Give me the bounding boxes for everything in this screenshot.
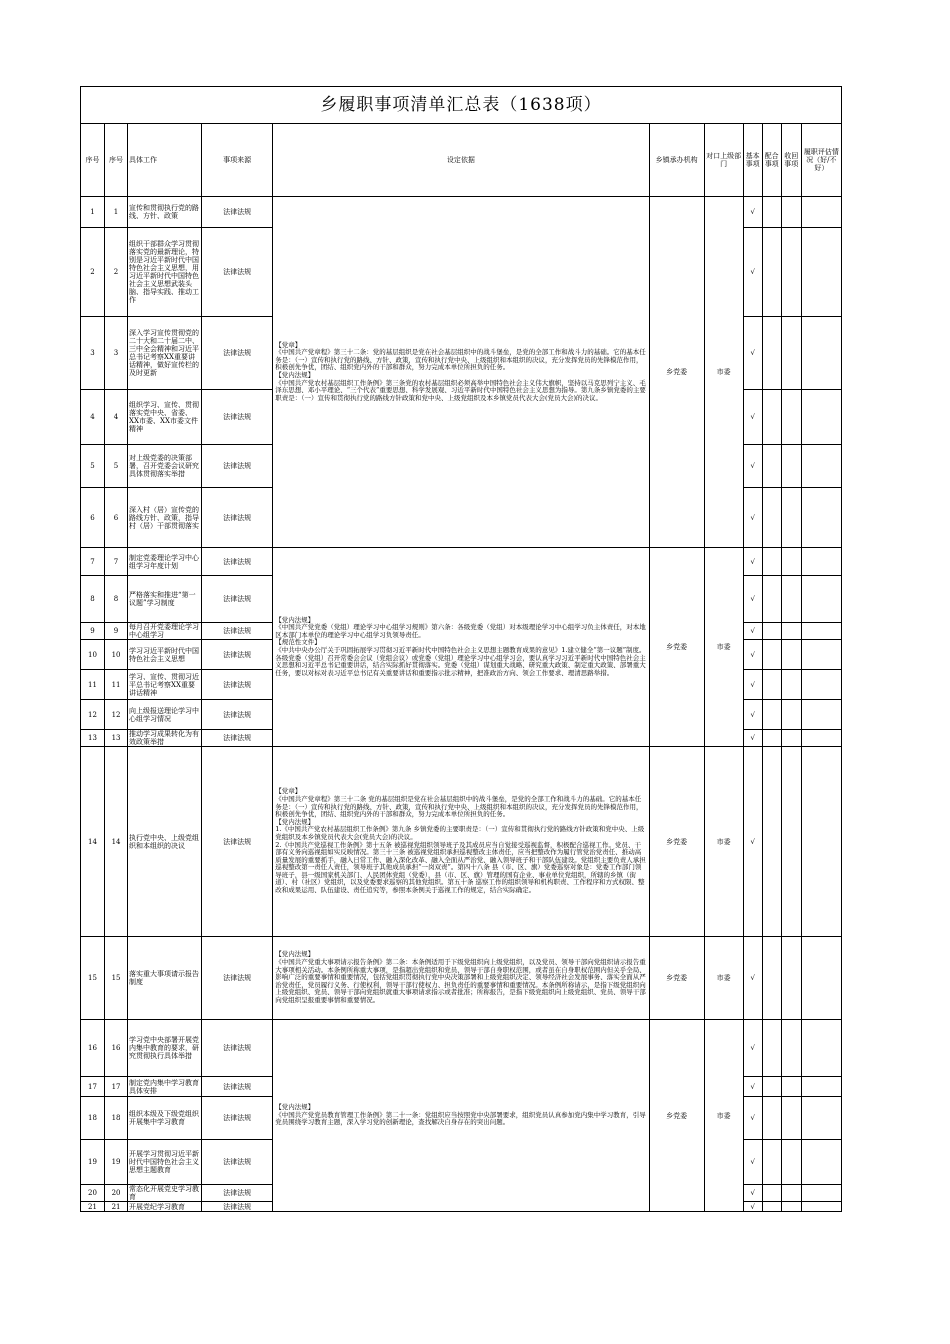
coop-matter-cell [762,1097,781,1140]
table-row [81,1020,842,1077]
basic-matter-check: √ [743,730,762,747]
row-source: 法律法规 [202,1097,273,1140]
row-work: 学习党中央部署开展党内集中教育的要求，研究贯彻执行具体举措 [128,1020,202,1077]
row-seq1: 16 [81,1020,105,1077]
header-seq2: 序号 [105,124,128,197]
evaluation-cell [801,228,841,317]
row-work: 开展党纪学习教育 [128,1202,202,1212]
row-source: 法律法规 [202,700,273,730]
table-row [81,548,842,576]
legal-basis-paragraph: 《中国共产党重大事项请示报告条例》第二条：本条例适用于下级党组织向上级党组织，以及党员、领导干部向党组织请示报告重大事项相关活动。本条例所称重大事项，是指超出党组织和党员、领导干部自身职权范围，或者虽在自身职权范围内但关乎全局、影响广泛的重要事情和重要情况，包括党组织贯彻执行党中央决策部署和上级党组织决定、领导经济社会发展事务、落实全面从严治党责任，党员履行义务、行使权利，领导干部行使权力、担负责任的重要事情和重要情况。本条例所称请示，是指下级党组织向上级党组织、党员、领导干部向党组织就重大事项请求指示或者批准；所称报告，是指下级党组织向上级党组织、党员、领导干部向党组织呈报重要事情和重要情况。 [275,958,646,1004]
header-basis: 设定依据 [273,124,649,197]
legal-basis-paragraph: 1.《中国共产党农村基层组织工作条例》第九条 乡镇党委的主要职责是：（一）宣传和贯彻执行党的路线方针政策和党中央、上级党组织及本乡镇党员代表大会(党员大会)的决议。 [275,825,645,841]
basic-matter-check: √ [743,197,762,228]
row-work: 制定党内集中学习教育具体安排 [128,1077,202,1097]
header-dept: 对口上级部门 [704,124,743,197]
evaluation-cell [801,576,841,623]
legal-basis-paragraph: 【党内法规】 [275,371,315,379]
evaluation-cell [801,747,841,937]
row-source: 法律法规 [202,1020,273,1077]
row-seq1: 19 [81,1140,105,1185]
row-seq2: 6 [105,488,128,548]
row-seq1: 10 [81,640,105,670]
row-seq2: 3 [105,317,128,390]
row-source: 法律法规 [202,730,273,747]
legal-basis-paragraph: 《中国共产党党员教育管理工作条例》第二十一条：党组织应当按照党中央部署要求，组织党员认真参加党内集中学习教育，引导党员围绕学习教育主题，深入学习党的创新理论，查找解决自身存在的突出问题。 [275,1110,646,1127]
row-work: 向上级报送理论学习中心组学习情况 [128,700,202,730]
evaluation-cell [801,1140,841,1185]
header-basic: 基本事项 [743,124,762,197]
legal-basis-paragraph: 【党内法规】 [275,1103,315,1112]
row-work: 每月召开党委理论学习中心组学习 [128,623,202,640]
legal-basis-paragraph: 2.《中国共产党巡视工作条例》第十五条 被巡视党组织领导班子及其成员应当自觉接受巡视监督，积极配合巡视工作。党员、干部有义务向巡视组如实反映情况。第三十三条 被巡视党组织承担巡视整改主体责任，应当把整改作为履行管党治党责任、推动高质量发展的重要抓手，融入日常工作、融入深化改革、融入全面从严治党、融入领导班子和干部队伍建设。党组织主要负责人承担巡视整改第一责任人责任，领导班子其他成员承担“一岗双责”。第四十八条 县（市、区、旗）党委巡察对象是：党委工作部门领导班子，县一级国家机关部门、人民团体党组（党委），县（市、区、旗）管理的国有企业、事业单位党组织，所辖的乡镇（街道）、村（社区）党组织，以及党委要求巡察的其他党组织。第五十条 巡察工作的组织领导和机构职责、工作程序和方式权限、整改和成果运用、队伍建设、责任追究等，参照本条例关于巡视工作的规定，结合实际确定。 [275,840,646,895]
recall-matter-cell [781,700,801,730]
row-source: 法律法规 [202,670,273,700]
legal-basis-paragraph: 《中国共产党章程》第三十二条 党的基层组织是党在社会基层组织中的战斗堡垒，是党的全部工作和战斗力的基础。它的基本任务是：（一）宣传和执行党的路线、方针、政策，宣传和执行党中央、上级组织和本组织的决议，充分发挥党员的先锋模范作用，积极创先争优，团结、组织党内外的干部和群众，努力完成本单位所担负的任务。 [275,794,643,819]
header-recall: 收回事项 [781,124,801,197]
basic-matter-check: √ [743,937,762,1020]
row-work: 推动学习成果转化为有效政策举措 [128,730,202,747]
row-source: 法律法规 [202,747,273,937]
legal-basis-paragraph: 《中国共产党章程》第三十二条：党的基层组织是党在社会基层组织中的战斗堡垒，是党的全部工作和战斗力的基础。它的基本任务是：（一）宣传和执行党的路线、方针、政策，宣传和执行党中央、上级组织和本组织的决议，充分发挥党员的先锋模范作用，积极创先争优，团结、组织党内外的干部和群众，努力完成本单位所担负的任务。 [275,348,646,372]
header-coop: 配合事项 [762,124,781,197]
row-seq1: 7 [81,548,105,576]
row-source: 法律法规 [202,576,273,623]
row-seq1: 12 [81,700,105,730]
row-seq2: 7 [105,548,128,576]
coop-matter-cell [762,1077,781,1097]
row-work: 严格落实和推进“第一议题”学习制度 [128,576,202,623]
coop-matter-cell [762,228,781,317]
basic-matter-check: √ [743,1140,762,1185]
row-work: 深入学习宣传贯彻党的二十大和二十届二中、三中全会精神和习近平总书记考察XX重要讲话精神，做好宣传栏的及时更新 [128,317,202,390]
coop-matter-cell [762,730,781,747]
evaluation-cell [801,1202,841,1212]
row-source: 法律法规 [202,445,273,488]
row-seq1: 17 [81,1077,105,1097]
row-seq1: 3 [81,317,105,390]
row-source: 法律法规 [202,228,273,317]
row-seq1: 21 [81,1202,105,1212]
row-source: 法律法规 [202,1202,273,1212]
evaluation-cell [801,730,841,747]
row-seq2: 17 [105,1077,128,1097]
evaluation-cell [801,488,841,548]
row-work: 落实重大事项请示报告制度 [128,937,202,1020]
row-work: 组织本级及下级党组织开展集中学习教育 [128,1097,202,1140]
row-seq1: 5 [81,445,105,488]
recall-matter-cell [781,937,801,1020]
basic-matter-check: √ [743,488,762,548]
row-seq2: 2 [105,228,128,317]
legal-basis-cell [273,747,649,937]
undertaking-org-cell: 乡党委 [649,197,704,548]
basic-matter-check: √ [743,623,762,640]
row-work: 对上级党委的决策部署，召开党委会议研究具体贯彻落实举措 [128,445,202,488]
basic-matter-check: √ [743,445,762,488]
recall-matter-cell [781,1020,801,1077]
recall-matter-cell [781,747,801,937]
table-row [81,937,842,1020]
row-seq2: 12 [105,700,128,730]
row-seq2: 9 [105,623,128,640]
row-seq1: 6 [81,488,105,548]
page-title: 乡履职事项清单汇总表（1638项） [81,87,842,124]
row-work: 组织干部群众学习贯彻落实党的最新理论，特别是习近平新时代中国特色社会主义思想，用习近平新时代中国特色社会主义思想武装头脑、指导实践、推动工作 [128,228,202,317]
undertaking-org-cell: 乡党委 [649,937,704,1020]
recall-matter-cell [781,228,801,317]
basic-matter-check: √ [743,670,762,700]
row-work: 制定党委理论学习中心组学习年度计划 [128,548,202,576]
superior-dept-cell: 市委 [704,937,743,1020]
legal-basis-paragraph: 【党内法规】 [275,950,315,959]
coop-matter-cell [762,747,781,937]
recall-matter-cell [781,670,801,700]
recall-matter-cell [781,548,801,576]
legal-basis-paragraph: 《中国共产党农村基层组织工作条例》第三条党的农村基层组织必须高举中国特色社会主义伟大旗帜，坚持以马克思列宁主义、毛泽东思想、邓小平理论、“三个代表”重要思想、科学发展观、习近平新时代中国特色社会主义思想为指导。第九条乡镇党委的主要职责是：（一）宣传和贯彻执行党的路线方针政策和党中央、上级党组织及本乡镇党员代表大会(党员大会)的决议。 [275,378,646,402]
evaluation-cell [801,317,841,390]
basic-matter-check: √ [743,1097,762,1140]
row-source: 法律法规 [202,640,273,670]
evaluation-cell [801,1020,841,1077]
basic-matter-check: √ [743,640,762,670]
coop-matter-cell [762,670,781,700]
coop-matter-cell [762,1185,781,1202]
legal-basis-cell [273,937,649,1020]
row-work: 组织学习、宣传、贯彻落实党中央、省委、XX市委、XX市委文件精神 [128,390,202,445]
recall-matter-cell [781,1077,801,1097]
row-work: 执行党中央、上级党组织和本组织的决议 [128,747,202,937]
coop-matter-cell [762,640,781,670]
row-seq2: 19 [105,1140,128,1185]
coop-matter-cell [762,700,781,730]
basic-matter-check: √ [743,700,762,730]
recall-matter-cell [781,1185,801,1202]
row-seq1: 15 [81,937,105,1020]
basic-matter-check: √ [743,747,762,937]
row-seq2: 15 [105,937,128,1020]
row-seq1: 20 [81,1185,105,1202]
coop-matter-cell [762,548,781,576]
recall-matter-cell [781,623,801,640]
row-seq1: 11 [81,670,105,700]
row-seq1: 1 [81,197,105,228]
table-row [81,197,842,228]
evaluation-cell [801,937,841,1020]
undertaking-org-cell: 乡党委 [649,548,704,747]
recall-matter-cell [781,576,801,623]
recall-matter-cell [781,445,801,488]
recall-matter-cell [781,197,801,228]
legal-basis-paragraph: 《中共中央办公厅关于巩固拓展学习贯彻习近平新时代中国特色社会主义思想主题教育成果的意见》1.建立健全“第一议题”制度。各级党委（党组）召开常委会会议（党组会议）或党委（党组）理论学习中心组学习会，要认真学习习近平新时代中国特色社会主义思想和习近平总书记重要讲话，结合实际抓好贯彻落实。党委（党组）谋划重大战略、研究重大政策、制定重大政策、部署重大任务，要以对标对表习近平总书记有关重要讲话和重要指示批示精神，把准政治方向、领会工作要求、理清思路举措。 [275,646,646,677]
legal-basis-cell [273,1020,649,1212]
coop-matter-cell [762,576,781,623]
recall-matter-cell [781,1140,801,1185]
coop-matter-cell [762,197,781,228]
row-work: 深入村（居）宣传党的路线方针、政策，指导村（居）干部贯彻落实 [128,488,202,548]
row-seq1: 18 [81,1097,105,1140]
coop-matter-cell [762,1202,781,1212]
evaluation-cell [801,623,841,640]
row-seq2: 4 [105,390,128,445]
header-seq1: 序号 [81,124,105,197]
row-seq2: 10 [105,640,128,670]
evaluation-cell [801,197,841,228]
basic-matter-check: √ [743,317,762,390]
row-seq1: 2 [81,228,105,317]
header-work: 具体工作 [128,124,202,197]
legal-basis-paragraph: 【党章】 [275,787,302,796]
row-seq2: 21 [105,1202,128,1212]
basic-matter-check: √ [743,1020,762,1077]
row-seq1: 8 [81,576,105,623]
row-source: 法律法规 [202,488,273,548]
recall-matter-cell [781,390,801,445]
matters-list-table [80,86,842,1212]
evaluation-cell [801,670,841,700]
row-seq2: 11 [105,670,128,700]
row-seq2: 14 [105,747,128,937]
evaluation-cell [801,548,841,576]
evaluation-cell [801,390,841,445]
legal-basis-paragraph: 【规范性文件】 [275,638,321,647]
superior-dept-cell: 市委 [704,747,743,937]
coop-matter-cell [762,1020,781,1077]
evaluation-cell [801,700,841,730]
recall-matter-cell [781,640,801,670]
row-source: 法律法规 [202,623,273,640]
row-source: 法律法规 [202,390,273,445]
legal-basis-paragraph: 【党内法规】 [275,817,315,826]
legal-basis-paragraph: 【党内法规】 [275,615,315,624]
row-source: 法律法规 [202,1140,273,1185]
row-source: 法律法规 [202,1077,273,1097]
row-seq1: 13 [81,730,105,747]
coop-matter-cell [762,1140,781,1185]
row-work: 学习习近平新时代中国特色社会主义思想 [128,640,202,670]
row-source: 法律法规 [202,197,273,228]
row-seq2: 20 [105,1185,128,1202]
legal-basis-paragraph: 《中国共产党党委（党组）理论学习中心组学习规则》第六条：各级党委（党组）对本级理论学习中心组学习负主体责任，对本地区本部门本单位的理论学习中心组学习负领导责任。 [275,623,646,639]
basic-matter-check: √ [743,576,762,623]
legal-basis-cell [273,197,649,548]
row-work: 常态化开展党史学习教育 [128,1185,202,1202]
legal-basis-cell [273,548,649,747]
row-seq2: 1 [105,197,128,228]
header-org: 乡镇承办机构 [649,124,704,197]
recall-matter-cell [781,488,801,548]
header-eval: 履职评估情况（好/不好） [801,124,841,197]
basic-matter-check: √ [743,548,762,576]
row-work: 宣传和贯彻执行党的路线、方针、政策 [128,197,202,228]
coop-matter-cell [762,937,781,1020]
basic-matter-check: √ [743,390,762,445]
evaluation-cell [801,640,841,670]
row-seq2: 13 [105,730,128,747]
superior-dept-cell: 市委 [704,197,743,548]
coop-matter-cell [762,488,781,548]
row-seq2: 16 [105,1020,128,1077]
superior-dept-cell: 市委 [704,548,743,747]
header-source: 事项来源 [202,124,273,197]
basic-matter-check: √ [743,1202,762,1212]
header-row [81,124,842,197]
undertaking-org-cell: 乡党委 [649,747,704,937]
recall-matter-cell [781,1097,801,1140]
undertaking-org-cell: 乡党委 [649,1020,704,1212]
row-seq1: 9 [81,623,105,640]
recall-matter-cell [781,317,801,390]
legal-basis-paragraph: 【党章】 [275,340,302,349]
row-source: 法律法规 [202,937,273,1020]
row-seq1: 14 [81,747,105,937]
evaluation-cell [801,1185,841,1202]
recall-matter-cell [781,730,801,747]
row-work: 开展学习贯彻习近平新时代中国特色社会主义思想主题教育 [128,1140,202,1185]
coop-matter-cell [762,445,781,488]
evaluation-cell [801,445,841,488]
basic-matter-check: √ [743,1077,762,1097]
superior-dept-cell: 市委 [704,1020,743,1212]
row-seq2: 8 [105,576,128,623]
row-seq2: 18 [105,1097,128,1140]
evaluation-cell [801,1097,841,1140]
recall-matter-cell [781,1202,801,1212]
row-seq2: 5 [105,445,128,488]
basic-matter-check: √ [743,228,762,317]
coop-matter-cell [762,390,781,445]
row-source: 法律法规 [202,1185,273,1202]
row-seq1: 4 [81,390,105,445]
basic-matter-check: √ [743,1185,762,1202]
coop-matter-cell [762,317,781,390]
row-work: 学习、宣传、贯彻习近平总书记考察XX重要讲话精神 [128,670,202,700]
table-row [81,747,842,937]
evaluation-cell [801,1077,841,1097]
coop-matter-cell [762,623,781,640]
row-source: 法律法规 [202,548,273,576]
row-source: 法律法规 [202,317,273,390]
